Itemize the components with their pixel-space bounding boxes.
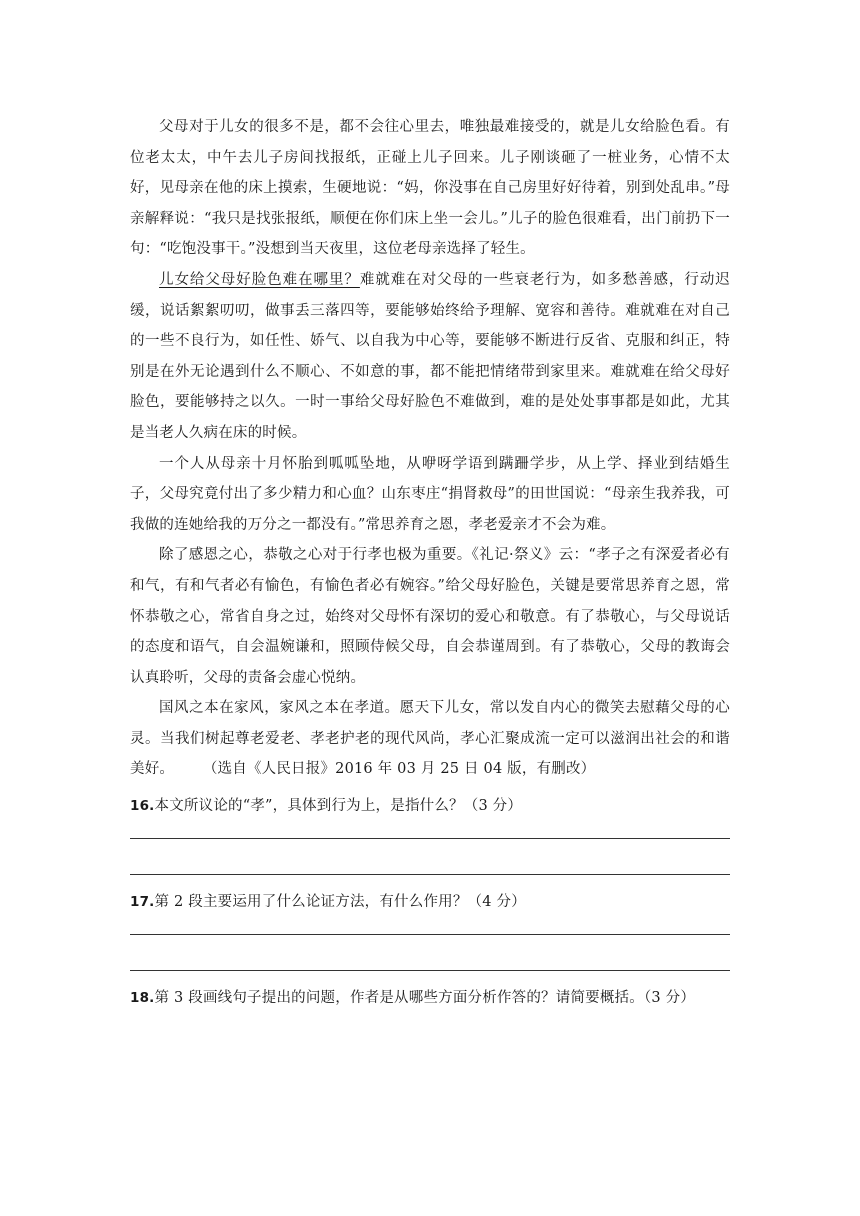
question-text: 本文所议论的“孝”，具体到行为上，是指什么？（3 分）	[154, 798, 523, 815]
answer-line[interactable]	[130, 934, 730, 935]
underlined-question-sentence: 儿女给父母好脸色难在哪里？	[159, 271, 360, 288]
answer-line[interactable]	[130, 874, 730, 875]
paragraph-2	[130, 265, 730, 449]
paragraph-3: 一个人从母亲十月怀胎到呱呱坠地，从咿呀学语到蹒跚学步，从上学、择业到结婚生子，父母究竟付出了多少精力和心血？山东枣庄“捐肾救母”的田世国说：“母亲生我养我，可我做的连她给我的万分之一都没有。”常思养育之恩，孝老爱亲才不会为难。	[130, 455, 730, 533]
question-18	[130, 983, 730, 1013]
question-number: 18.	[130, 990, 155, 1007]
question-17	[130, 887, 730, 917]
answer-line[interactable]	[130, 970, 730, 971]
answer-line[interactable]	[130, 838, 730, 839]
question-16	[130, 791, 730, 821]
article	[130, 112, 730, 1013]
question-text: 第 3 段画线句子提出的问题，作者是从哪些方面分析作答的？请简要概括。（3 分）	[154, 990, 696, 1007]
paragraph-2-rest: 难就难在对父母的一些衰老行为，如多愁善感，行动迟缓，说话絮絮叨叨，做事丢三落四等，要能够始终给予理解、宽容和善待。难就难在对自己的一些不良行为，如任性、娇气、以自我为中心等，要能够不断进行反省、克服和纠正，特别是在外无论遇到什么不顺心、不如意的事，都不能把情绪带到家里来。难就难在给父母好脸色，要能够持之以久。一时一事给父母好脸色不难做到，难的是处处事事都是如此，尤其是当老人久病在床的时候。	[130, 271, 730, 441]
question-text: 第 2 段主要运用了什么论证方法，有什么作用？（4 分）	[154, 894, 526, 911]
paragraph-5-text: 国风之本在家风，家风之本在孝道。愿天下儿女，常以发自内心的微笑去慰藉父母的心灵。当我们树起尊老爱老、孝老护老的现代风尚，孝心汇聚成流一定可以滋润出社会的和谐美好。	[130, 700, 730, 778]
question-number: 17.	[130, 894, 155, 911]
source-citation: （选自《人民日报》2016 年 03 月 25 日 04 版，有删改）	[210, 761, 596, 778]
paragraph-5	[130, 693, 730, 785]
paragraph-4: 除了感恩之心，恭敬之心对于行孝也极为重要。《礼记·祭义》云：“孝子之有深爱者必有和气，有和气者必有愉色，有愉色者必有婉容。”给父母好脸色，关键是要常思养育之恩，常怀恭敬之心，常省自身之过，始终对父母怀有深切的爱心和敬意。有了恭敬心，与父母说话的态度和语气，自会温婉谦和，照顾侍候父母，自会恭谨周到。有了恭敬心，父母的教诲会认真聆听，父母的责备会虚心悦纳。	[130, 547, 730, 686]
question-number: 16.	[130, 798, 155, 815]
paragraph-1: 父母对于儿女的很多不是，都不会往心里去，唯独最难接受的，就是儿女给脸色看。有位老太太，中午去儿子房间找报纸，正碰上儿子回来。儿子刚谈砸了一桩业务，心情不太好，见母亲在他的床上摸索，生硬地说：“妈，你没事在自己房里好好待着，别到处乱串。”母亲解释说：“我只是找张报纸，顺便在你们床上坐一会儿。”儿子的脸色很难看，出门前扔下一句：“吃饱没事干。”没想到当天夜里，这位老母亲选择了轻生。	[130, 119, 730, 258]
